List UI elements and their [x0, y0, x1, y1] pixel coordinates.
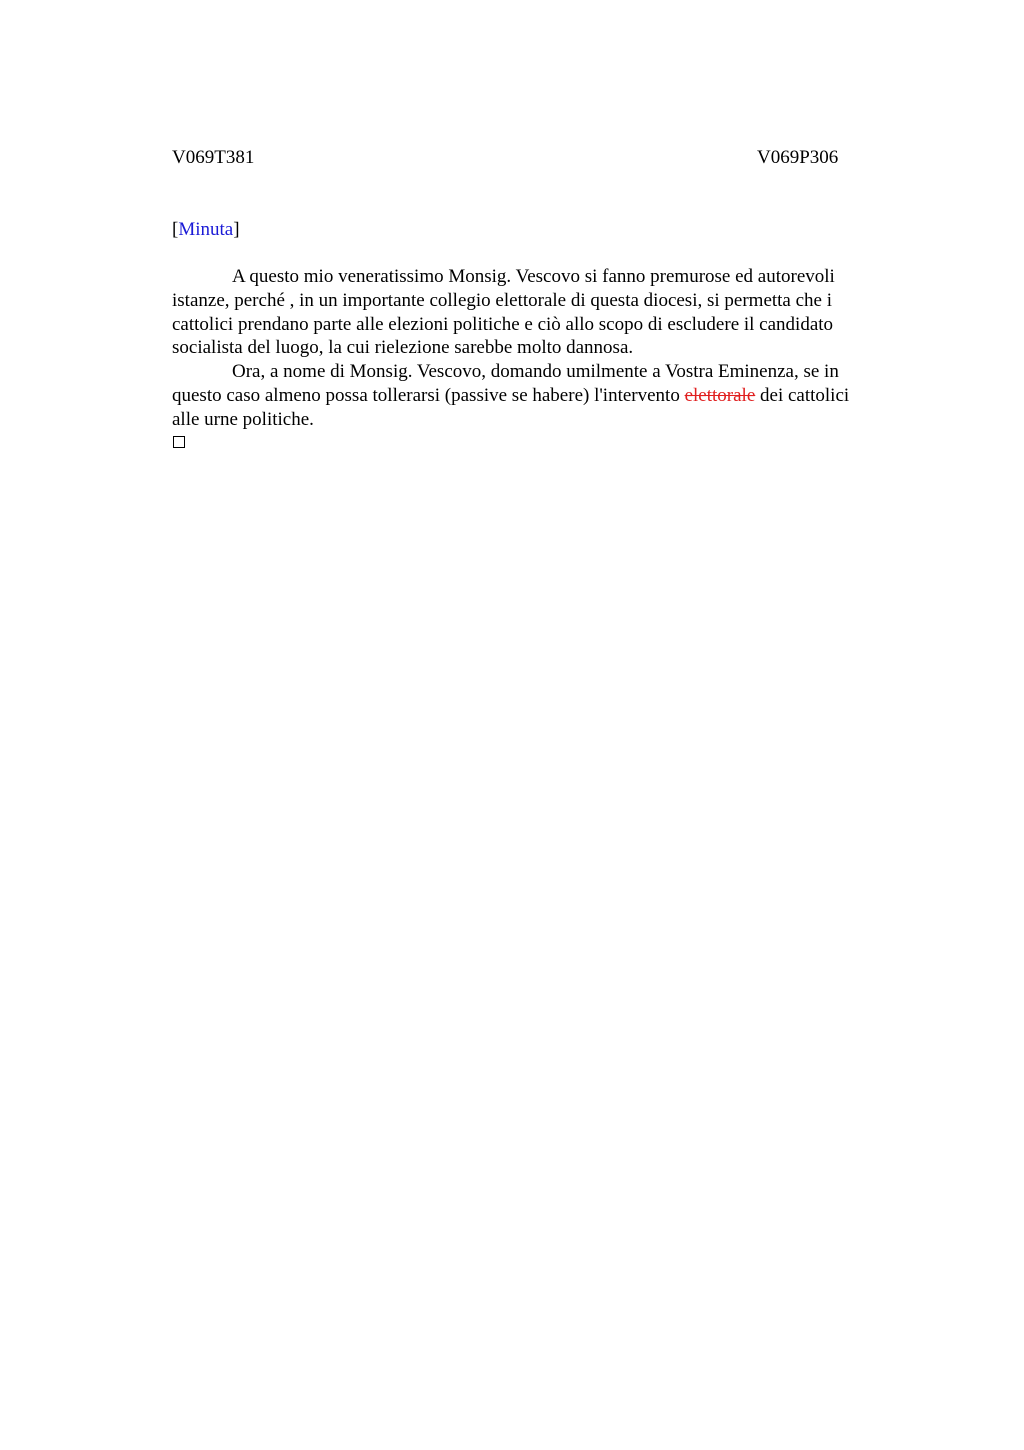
paragraph-2-line-3: alle urne politiche. [172, 408, 314, 430]
paragraph-1-line-3: cattolici prendano parte alle elezioni politiche e ciò allo scopo di escludere il candidato [172, 313, 834, 335]
paragraph-1-line-2: istanze, perché , in un importante collegio elettorale di questa diocesi, si permetta che i [172, 289, 833, 311]
document-type [172, 218, 240, 242]
end-marker-box-icon [173, 436, 185, 448]
paragraph-2-line-1: Ora, a nome di Monsig. Vescovo, domando umilmente a Vostra Eminenza, se in [232, 361, 839, 383]
document-code-right: V069P306 [757, 147, 839, 168]
paragraph-1-line-1: A questo mio veneratissimo Monsig. Vescovo si fanno premurose ed autorevoli [232, 266, 835, 287]
paragraph-2-line-2-start: questo caso almeno possa tollerarsi (passive se habere) l'intervento [172, 384, 685, 406]
open-bracket: [ [172, 219, 179, 240]
paragraph-1-line-4: socialista del luogo, la cui rielezione sarebbe molto dannosa. [172, 337, 634, 359]
paragraph-1 [172, 265, 912, 360]
document-type-link[interactable]: Minuta [178, 219, 234, 240]
document-code-left: V069T381 [172, 147, 255, 168]
paragraph-2-line-2-end: dei cattolici [755, 384, 850, 406]
letter-body [172, 265, 912, 432]
deleted-word: elettorale [684, 384, 756, 406]
paragraph-2 [172, 360, 912, 431]
close-bracket: ] [233, 219, 240, 240]
